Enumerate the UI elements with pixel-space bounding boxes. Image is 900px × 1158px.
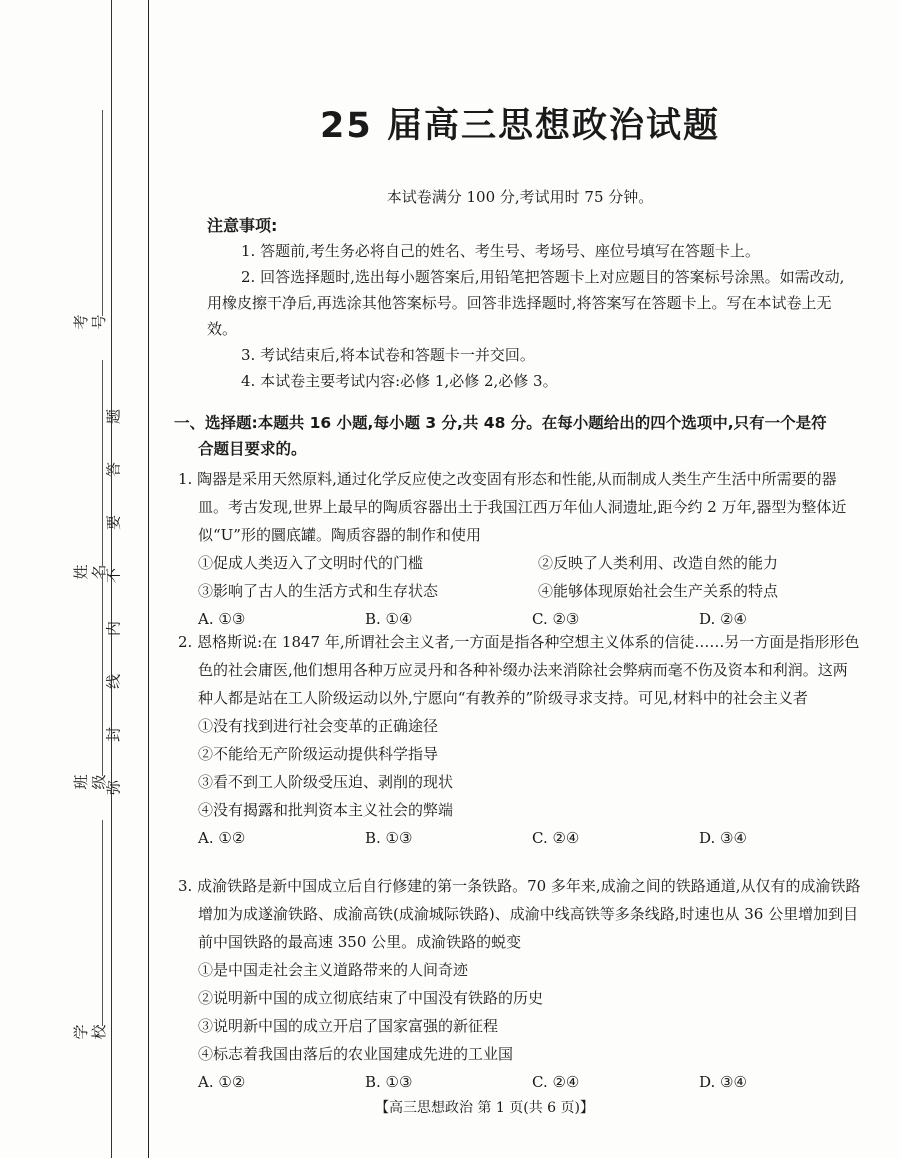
question-stem: 1. 陶器是采用天然原料,通过化学反应使之改变固有形态和性能,从而制成人类生产生活中所需要的器皿。考古发现,世界上最早的陶质容器出土于我国江西万年仙人洞遗址,距今约 2 万年,器型为整体近似“U”形的圜底罐。陶质容器的制作和使用 [178, 470, 847, 544]
option-d: D. ③④ [699, 1073, 747, 1091]
question-3 [178, 872, 862, 1096]
option-a: A. ①② [198, 829, 246, 847]
seal-char: 内 [104, 621, 123, 637]
seal-char: 答 [104, 462, 123, 478]
option-a: A. ①③ [198, 610, 246, 628]
page-footer: 【高三思想政治 第 1 页(共 6 页)】 [375, 1100, 594, 1116]
statement: ①没有找到进行社会变革的正确途径 [198, 717, 439, 735]
notice-item: 4. 本试卷主要考试内容:必修 1,必修 2,必修 3。 [241, 372, 558, 390]
seal-char: 题 [104, 409, 123, 425]
section-heading-line: 合题目要求的。 [198, 440, 307, 458]
seal-char: 弥 [104, 780, 123, 796]
question-2 [178, 628, 862, 852]
statement: ①是中国走社会主义道路带来的人间奇迹 [198, 961, 469, 979]
seal-char: 不 [104, 568, 123, 584]
statement: ②反映了人类利用、改造自然的能力 [538, 554, 779, 572]
option-c: C. ②④ [532, 1073, 580, 1091]
option-b: B. ①④ [365, 610, 413, 628]
statement: ④标志着我国由落后的农业国建成先进的工业国 [198, 1045, 514, 1063]
option-a: A. ①② [198, 1073, 246, 1091]
notice-list [207, 238, 853, 394]
section-heading-line: 一、选择题:本题共 16 小题,每小题 3 分,共 48 分。在每小题给出的四个选项中,只有一个是符 [174, 414, 827, 432]
option-b: B. ①③ [365, 829, 413, 847]
seal-char: 要 [104, 515, 123, 531]
notice-item: 1. 答题前,考生务必将自己的姓名、考生号、考场号、座位号填写在答题卡上。 [241, 242, 760, 260]
field-label: 学校 [72, 1024, 108, 1040]
notice-item: 2. 回答选择题时,选出每小题答案后,用铅笔把答题卡上对应题目的答案标号涂黑。如需改动,用橡皮擦干净后,再选涂其他答案标号。回答非选择题时,将答案写在答题卡上。写在本试卷上无效。 [207, 268, 845, 338]
statement: ④能够体现原始社会生产关系的特点 [538, 582, 779, 600]
binding-margin [0, 0, 160, 1158]
page-title: 25 届高三思想政治试题 [320, 106, 720, 146]
section-heading [174, 410, 864, 462]
statement: ②说明新中国的成立彻底结束了中国没有铁路的历史 [198, 989, 544, 1007]
option-c: C. ②④ [532, 829, 580, 847]
statement: ③看不到工人阶级受压迫、剥削的现状 [198, 773, 454, 791]
option-b: B. ①③ [365, 1073, 413, 1091]
seal-char: 封 [104, 727, 123, 743]
field-label: 考号 [72, 314, 108, 330]
question-stem: 2. 恩格斯说:在 1847 年,所谓社会主义者,一方面是指各种空想主义体系的信徒……另一方面是指形形色色的社会庸医,他们想用各种万应灵丹和各种补缀办法来消除社会弊病而毫不伤及资本和利润。这两种人都是站在工人阶级运动以外,宁愿向“有教养的”阶级寻求支持。可见,材料中的社会主义者 [178, 633, 860, 707]
statement: ②不能给无产阶级运动提供科学指导 [198, 745, 439, 763]
exam-info: 本试卷满分 100 分,考试用时 75 分钟。 [386, 188, 654, 206]
notice-item: 3. 考试结束后,将本试卷和答题卡一并交回。 [241, 346, 535, 364]
statement-list [178, 549, 862, 605]
statement: ①促成人类迈入了文明时代的门槛 [198, 554, 424, 572]
field-label: 班级 [72, 774, 108, 790]
field-label: 姓名 [72, 564, 108, 580]
seal-char: 线 [104, 674, 123, 690]
option-c: C. ②③ [532, 610, 580, 628]
option-d: D. ②④ [699, 610, 747, 628]
statement: ④没有揭露和批判资本主义社会的弊端 [198, 801, 454, 819]
seal-warning [104, 390, 145, 796]
statement: ③说明新中国的成立开启了国家富强的新征程 [198, 1017, 499, 1035]
statement: ③影响了古人的生活方式和生存状态 [198, 582, 439, 600]
field-school [70, 820, 110, 1050]
option-list [178, 1068, 862, 1096]
field-exam-number [70, 110, 110, 340]
option-list [178, 824, 862, 852]
question-1 [178, 465, 862, 633]
question-stem: 3. 成渝铁路是新中国成立后自行修建的第一条铁路。70 多年来,成渝之间的铁路通道,从仅有的成渝铁路增加为成遂渝铁路、成渝高铁(成渝城际铁路)、成渝中线高铁等多条线路,时速也从 36 公里增加到目前中国铁路的最高速 350 公里。成渝铁路的蜕变 [178, 877, 861, 951]
notice-heading: 注意事项: [207, 216, 278, 235]
option-d: D. ③④ [699, 829, 747, 847]
